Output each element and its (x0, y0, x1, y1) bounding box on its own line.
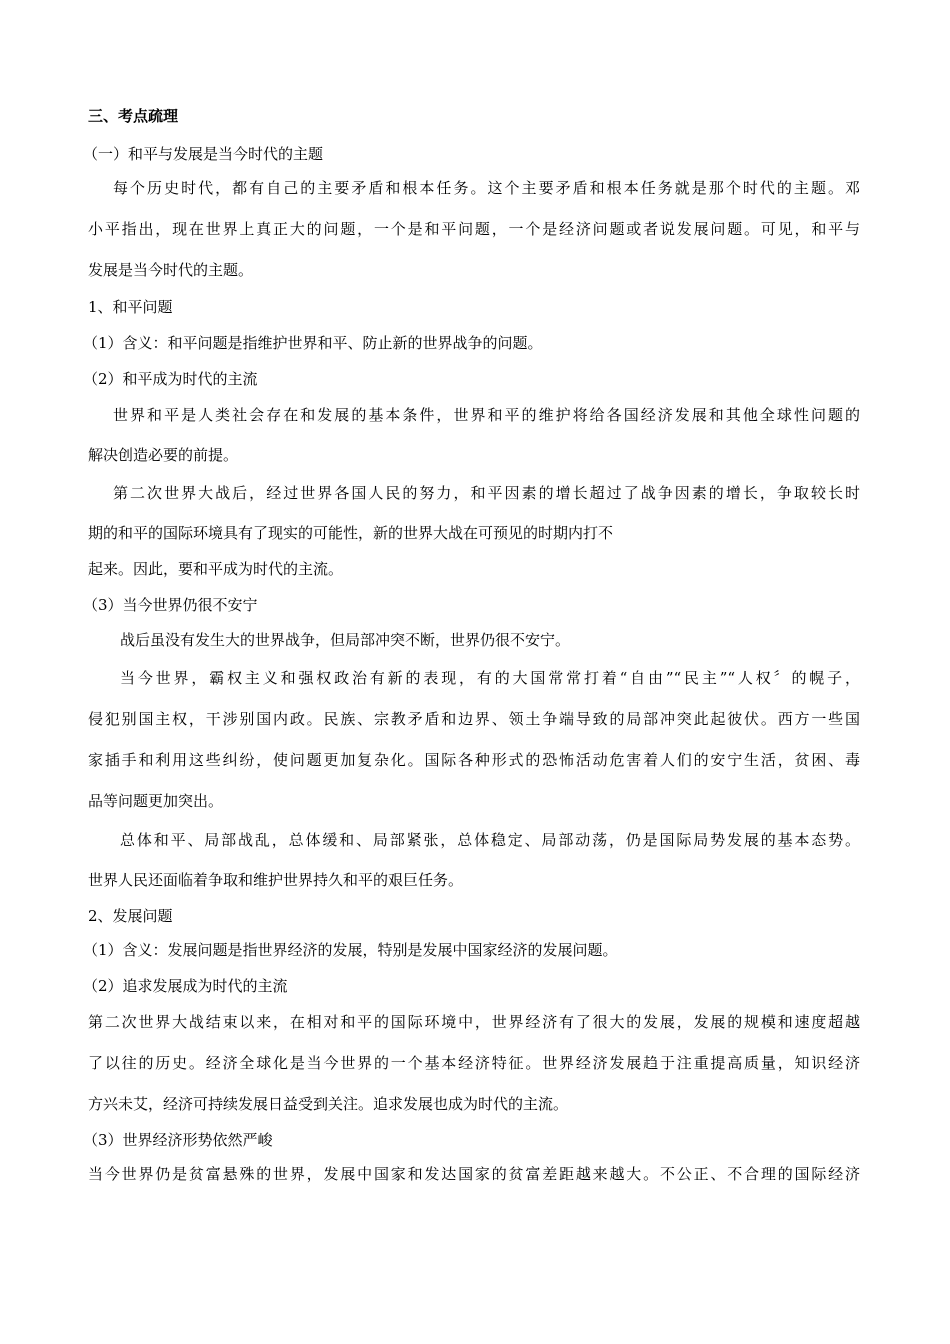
peace-paragraph-line: 侵犯别国主权，干涉别国内政。民族、宗教矛盾和边界、领土争端导致的局部冲突此起彼伏。西方一些国 (88, 710, 860, 728)
intro-paragraph-line: 发展是当今时代的主题。 (88, 261, 254, 279)
peace-heading: 1、和平问题 (88, 298, 173, 316)
peace-paragraph-line: 期的和平的国际环境具有了现实的可能性，新的世界大战在可预见的时期内打不 (88, 524, 614, 542)
intro-paragraph-line: 每个历史时代，都有自己的主要矛盾和根本任务。这个主要矛盾和根本任务就是那个时代的主题。邓 (113, 179, 860, 197)
development-mainstream-heading: （2）追求发展成为时代的主流 (83, 977, 288, 995)
development-paragraph-line: 当今世界仍是贫富悬殊的世界，发展中国家和发达国家的贫富差距越来越大。不公正、不合理的国际经济 (88, 1165, 860, 1183)
development-paragraph-line: 了以往的历史。经济全球化是当今世界的一个基本经济特征。世界经济发展趋于注重提高质量，知识经济 (88, 1054, 860, 1072)
peace-paragraph-line: 总体和平、局部战乱，总体缓和、局部紧张，总体稳定、局部动荡，仍是国际局势发展的基本态势。 (120, 831, 860, 849)
peace-paragraph-line: 家插手和利用这些纠纷，使问题更加复杂化。国际各种形式的恐怖活动危害着人们的安宁生活，贫困、毒 (88, 751, 860, 769)
world-unsafe-heading: （3）当今世界仍很不安宁 (83, 596, 258, 614)
development-paragraph-line: 第二次世界大战结束以来，在相对和平的国际环境中，世界经济有了很大的发展，发展的规模和速度超越 (88, 1013, 860, 1031)
economic-situation-heading: （3）世界经济形势依然严峻 (83, 1131, 273, 1149)
development-paragraph-line: 方兴未艾，经济可持续发展日益受到关注。追求发展也成为时代的主流。 (88, 1095, 569, 1113)
subsection-heading-peace-and-development: （一）和平与发展是当今时代的主题 (83, 145, 324, 163)
peace-paragraph-line: 起来。因此，要和平成为时代的主流。 (88, 560, 344, 578)
peace-paragraph-line: 品等问题更加突出。 (88, 792, 224, 810)
peace-mainstream-heading: （2）和平成为时代的主流 (83, 370, 258, 388)
peace-paragraph-line: 世界人民还面临着争取和维护世界持久和平的艰巨任务。 (88, 871, 464, 889)
peace-paragraph-line: 第二次世界大战后，经过世界各国人民的努力，和平因素的增长超过了战争因素的增长，争取较长时 (113, 484, 860, 502)
peace-paragraph-line: 世界和平是人类社会存在和发展的基本条件，世界和平的维护将给各国经济发展和其他全球性问题的 (113, 406, 860, 424)
intro-paragraph-line: 小平指出，现在世界上真正大的问题，一个是和平问题，一个是经济问题或者说发展问题。可见，和平与 (88, 220, 860, 238)
development-heading: 2、发展问题 (88, 907, 173, 925)
peace-paragraph-line: 当今世界，霸权主义和强权政治有新的表现，有的大国常常打着“自由”“民主”“人权〞的幌子， (120, 669, 860, 687)
section-heading: 三、考点疏理 (88, 107, 179, 125)
development-meaning: （1）含义：发展问题是指世界经济的发展，特别是发展中国家经济的发展问题。 (83, 941, 618, 959)
peace-paragraph-line: 解决创造必要的前提。 (88, 446, 239, 464)
peace-paragraph-line: 战后虽没有发生大的世界战争，但局部冲突不断，世界仍很不安宁。 (120, 631, 571, 649)
peace-meaning: （1）含义：和平问题是指维护世界和平、防止新的世界战争的问题。 (83, 334, 543, 352)
